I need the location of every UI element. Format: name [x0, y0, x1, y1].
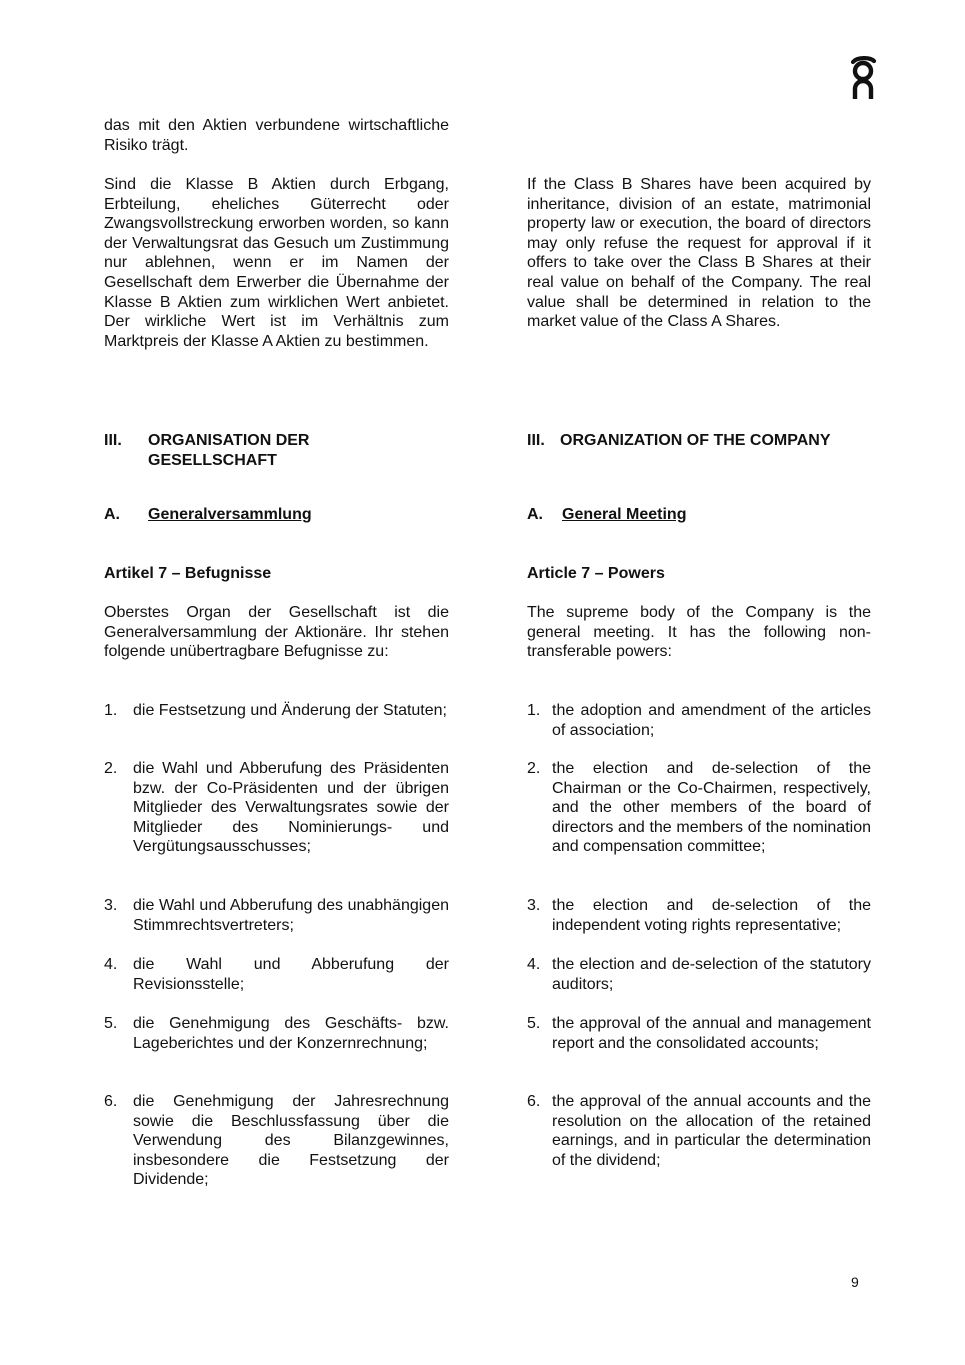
- list-item: 4. die Wahl und Abberufung der Revisionsstelle;: [104, 956, 449, 993]
- section-number: III.: [527, 432, 545, 449]
- list-item: 4. the election and de-selection of the statutory auditors;: [527, 956, 871, 993]
- section-title: ORGANIZATION OF THE COMPANY: [560, 432, 831, 449]
- subsection-number: A.: [527, 506, 543, 523]
- article-title-de: Artikel 7 – Befugnisse: [104, 565, 272, 582]
- on-logo: [848, 55, 878, 101]
- subsection-title: Generalversammlung: [148, 506, 312, 523]
- list-item: 5. the approval of the annual and management report and the consolidated accounts;: [527, 1015, 871, 1052]
- article-title-en: Article 7 – Powers: [527, 565, 665, 582]
- subsection-heading-en: [527, 505, 871, 525]
- subsection-title: General Meeting: [562, 506, 687, 523]
- list-item: 6. the approval of the annual accounts and the resolution on the allocation of the retained earnings, and in particular the determination of the dividend;: [527, 1093, 871, 1169]
- list-item: 2. die Wahl und Abberufung des Präsidenten bzw. der Co-Präsidenten und der übrigen Mitglieder des Verwaltungsrates sowie der Mitglieder des Nominierungs- und Vergütungsausschusses;: [104, 760, 449, 856]
- section-number: III.: [104, 432, 122, 449]
- inheritance-paragraph-en: If the Class B Shares have been acquired by inheritance, division of an estate, matrimonial property law or execution, the board of directors may only refuse the request for approval if it offers to take over the Class B Shares at their real value on behalf of the Company. The real value shall be determined in relation to the market value of the Class A Shares.: [527, 176, 871, 331]
- page-number: 9: [851, 1274, 859, 1290]
- section-title: ORGANISATION DER GESELLSCHAFT: [148, 432, 310, 469]
- subsection-heading-de: [104, 505, 449, 525]
- list-item: 1. die Festsetzung und Änderung der Statuten;: [104, 702, 447, 719]
- intro-de: Oberstes Organ der Gesellschaft ist die Generalversammlung der Aktionäre. Ihr stehen folgende unübertragbare Befugnisse zu:: [104, 604, 449, 661]
- list-item: 5. die Genehmigung des Geschäfts- bzw. Lageberichtes und der Konzernrechnung;: [104, 1015, 449, 1052]
- intro-en: The supreme body of the Company is the general meeting. It has the following non-transferable powers:: [527, 604, 871, 661]
- list-item: 6. die Genehmigung der Jahresrechnung sowie die Beschlussfassung über die Verwendung des Bilanzgewinnes, insbesondere die Festsetzung der Dividende;: [104, 1093, 449, 1189]
- inheritance-paragraph-de: Sind die Klasse B Aktien durch Erbgang, Erbteilung, eheliches Güterrecht oder Zwangsvollstreckung erworben worden, so kann der Verwaltungsrat das Gesuch um Zustimmung nur ablehnen, wenn er im Namen der Gesellschaft dem Erwerber die Übernahme der Klasse B Aktien zum wirklichen Wert anbietet. Der wirkliche Wert ist im Verhältnis zum Marktpreis der Klasse A Aktien zu bestimmen.: [104, 176, 449, 350]
- section-heading-en: [527, 431, 871, 451]
- list-item: 1. the adoption and amendment of the articles of association;: [527, 702, 871, 739]
- carry-over-text: das mit den Aktien verbundene wirtschaftliche Risiko trägt.: [104, 117, 449, 154]
- subsection-number: A.: [104, 506, 120, 523]
- list-item: 3. die Wahl und Abberufung des unabhängigen Stimmrechtsvertreters;: [104, 897, 449, 934]
- list-item: 3. the election and de-selection of the independent voting rights representative;: [527, 897, 871, 934]
- list-item: 2. the election and de-selection of the Chairman or the Co-Chairmen, respectively, and the other members of the board of directors and the members of the nomination and compensation committee;: [527, 760, 871, 856]
- section-heading-de: [104, 431, 449, 470]
